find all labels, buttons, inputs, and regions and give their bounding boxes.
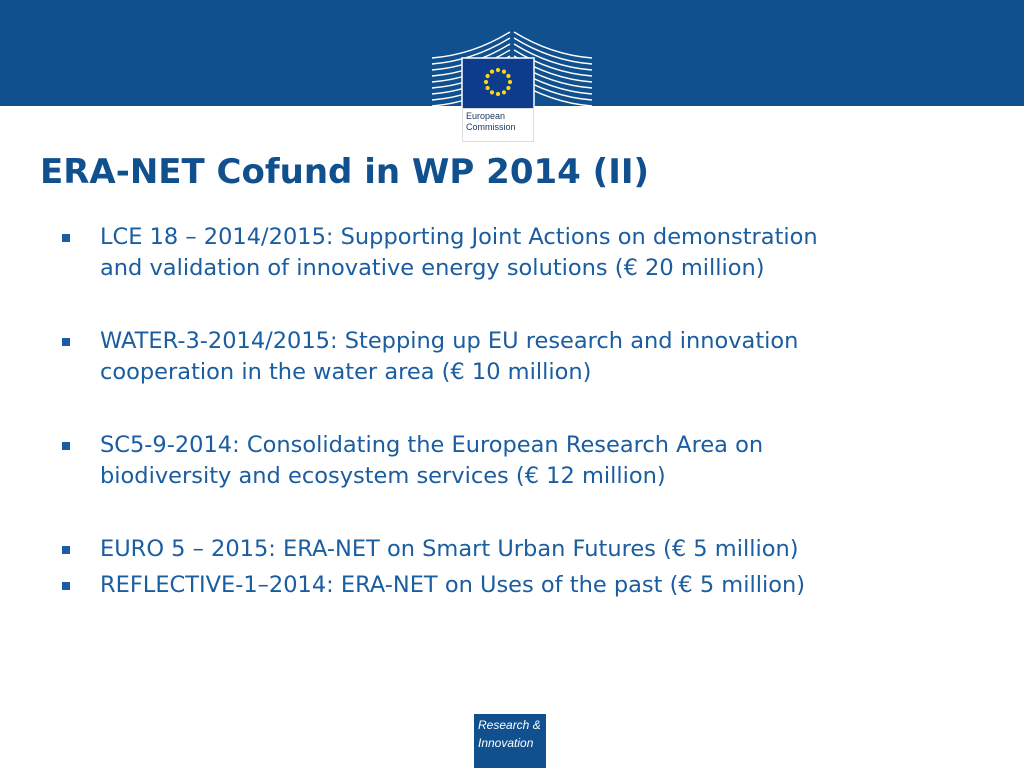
- bullet-item: [60, 430, 960, 492]
- bullet-list: [60, 222, 960, 601]
- bullet-text-line-1: LCE 18 – 2014/2015: Supporting Joint Actions on demonstration: [100, 224, 818, 250]
- slide-title: ERA-NET Cofund in WP 2014 (II): [40, 152, 650, 192]
- bullet-marker-icon: [62, 338, 70, 346]
- bullet-text-line-1: SC5-9-2014: Consolidating the European Research Area on: [100, 432, 764, 458]
- bullet-item: [60, 326, 960, 388]
- research-innovation-label: [478, 716, 546, 752]
- bullet-marker-icon: [62, 442, 70, 450]
- bullet-marker-icon: [62, 234, 70, 242]
- bullet-text-line-2: and validation of innovative energy solutions (€ 20 million): [100, 255, 765, 281]
- bullet-text-line-1: EURO 5 – 2015: ERA-NET on Smart Urban Futures (€ 5 million): [100, 536, 799, 562]
- bullet-text-line-2: cooperation in the water area (€ 10 million): [100, 359, 592, 385]
- bullet-text-line-2: biodiversity and ecosystem services (€ 12 million): [100, 463, 666, 489]
- bullet-item: [60, 534, 960, 565]
- bullet-text-line-1: REFLECTIVE-1–2014: ERA-NET on Uses of the past (€ 5 million): [100, 572, 806, 598]
- bullet-item: [60, 570, 960, 601]
- badge-line-1: Research &: [478, 718, 541, 732]
- bullet-marker-icon: [62, 582, 70, 590]
- bullet-text-line-1: WATER-3-2014/2015: Stepping up EU research and innovation: [100, 328, 799, 354]
- bullet-item: [60, 222, 960, 284]
- logo-label: [466, 111, 532, 133]
- badge-line-2: Innovation: [478, 736, 534, 750]
- bullet-marker-icon: [62, 546, 70, 554]
- logo-label-line-2: Commission: [466, 122, 516, 132]
- logo-label-line-1: European: [466, 111, 506, 121]
- eu-flag: [462, 58, 534, 110]
